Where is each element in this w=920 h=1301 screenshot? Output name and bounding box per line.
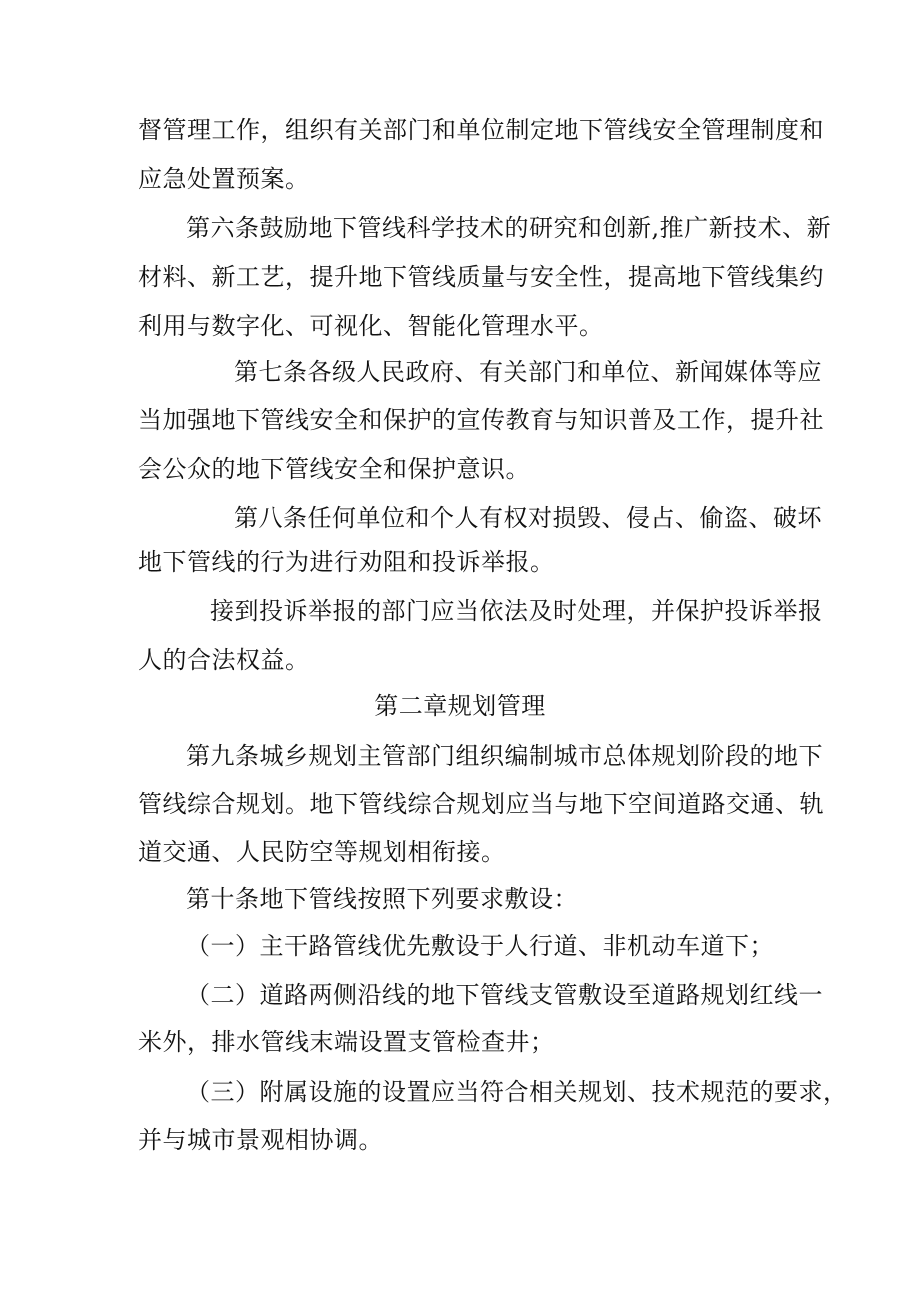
text-line: 材料、新工艺，提升地下管线质量与安全性，提高地下管线集约	[138, 263, 824, 291]
list-item-3: （三）附属设施的设置应当符合相关规划、技术规范的要求，	[186, 1078, 848, 1106]
chapter-heading: 第二章规划管理	[374, 692, 546, 720]
text-line: 并与城市景观相协调。	[138, 1126, 383, 1154]
text-line: 应急处置预案。	[138, 165, 310, 193]
list-item-2: （二）道路两侧沿线的地下管线支管敷设至道路规划红线一	[186, 981, 823, 1009]
text-line: 地下管线的行为进行劝阻和投诉举报。	[138, 548, 555, 576]
article-10-heading-line: 第十条地下管线按照下列要求敷设：	[186, 885, 578, 913]
article-7-heading-line: 第七条各级人民政府、有关部门和单位、新闻媒体等应	[234, 358, 822, 386]
list-item-1: （一）主干路管线优先敷设于人行道、非机动车道下；	[186, 932, 774, 960]
text-line: 利用与数字化、可视化、智能化管理水平。	[138, 312, 604, 340]
article-6-heading-line: 第六条鼓励地下管线科学技术的研究和创新,推广新技术、新	[186, 214, 832, 242]
text-line: 米外，排水管线末端设置支管检查井；	[138, 1028, 555, 1056]
text-line: 当加强地下管线安全和保护的宣传教育与知识普及工作，提升社	[138, 406, 824, 434]
article-8-heading-line: 第八条任何单位和个人有权对损毁、侵占、偷盗、破坏	[234, 504, 822, 532]
text-line: 人的合法权益。	[138, 646, 310, 674]
text-line: 道交通、人民防空等规划相衔接。	[138, 838, 506, 866]
text-line: 接到投诉举报的部门应当依法及时处理，并保护投诉举报	[210, 597, 823, 625]
text-line: 督管理工作，组织有关部门和单位制定地下管线安全管理制度和	[138, 116, 824, 144]
article-9-heading-line: 第九条城乡规划主管部门组织编制城市总体规划阶段的地下	[186, 742, 823, 770]
text-line: 管线综合规划。地下管线综合规划应当与地下空间道路交通、轨	[138, 790, 824, 818]
text-line: 会公众的地下管线安全和保护意识。	[138, 455, 530, 483]
